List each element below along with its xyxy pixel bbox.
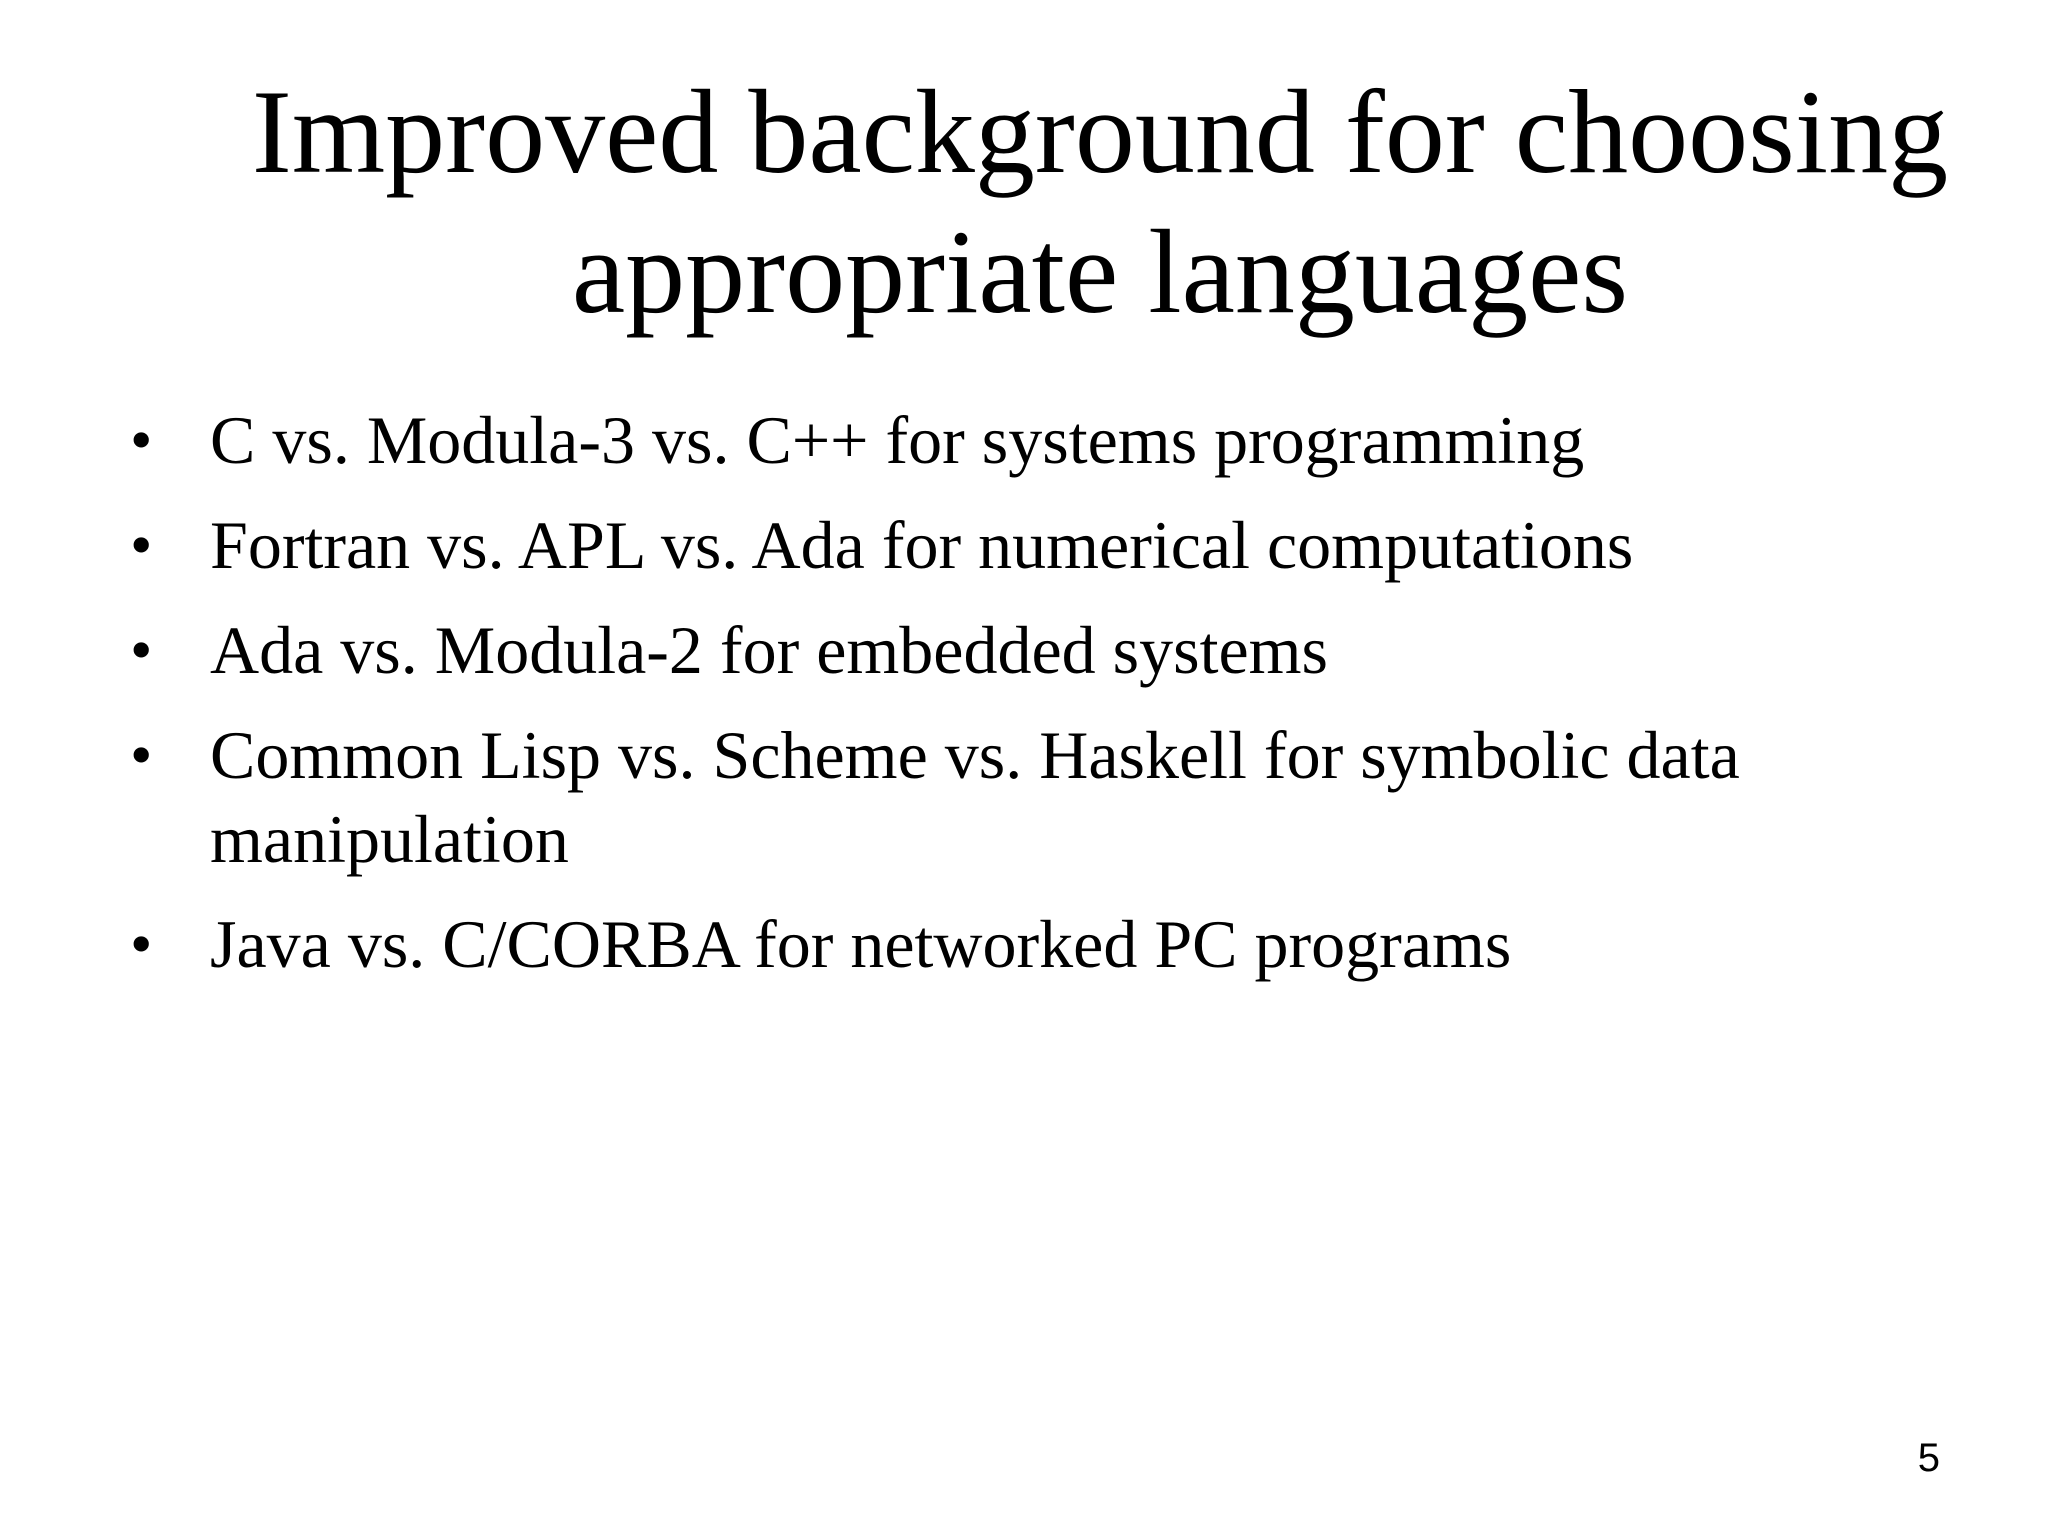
bullet-text: Common Lisp vs. Scheme vs. Haskell for symbolic data manipulation bbox=[210, 717, 1740, 877]
bullet-dot-icon: • bbox=[130, 404, 153, 475]
bullet-item-embedded-systems bbox=[130, 608, 1930, 692]
page-number: 5 bbox=[1917, 1436, 1940, 1480]
bullet-dot-icon: • bbox=[130, 719, 153, 790]
bullet-text: C vs. Modula-3 vs. C++ for systems programming bbox=[210, 402, 1585, 478]
bullet-text: Fortran vs. APL vs. Ada for numerical computations bbox=[210, 507, 1634, 583]
bullet-list bbox=[130, 398, 1930, 1007]
bullet-item-symbolic-data bbox=[130, 713, 1930, 881]
slide-title-line-2: appropriate languages bbox=[571, 205, 1629, 338]
bullet-dot-icon: • bbox=[130, 614, 153, 685]
bullet-dot-icon: • bbox=[130, 509, 153, 580]
slide-title bbox=[250, 62, 1950, 342]
bullet-item-systems-programming bbox=[130, 398, 1930, 482]
bullet-text: Java vs. C/CORBA for networked PC programs bbox=[210, 906, 1512, 982]
bullet-text: Ada vs. Modula-2 for embedded systems bbox=[210, 612, 1329, 688]
bullet-item-numerical-computations bbox=[130, 503, 1930, 587]
slide-title-line-1: Improved background for choosing bbox=[251, 65, 1949, 198]
bullet-dot-icon: • bbox=[130, 908, 153, 979]
bullet-item-networked-pc bbox=[130, 902, 1930, 986]
